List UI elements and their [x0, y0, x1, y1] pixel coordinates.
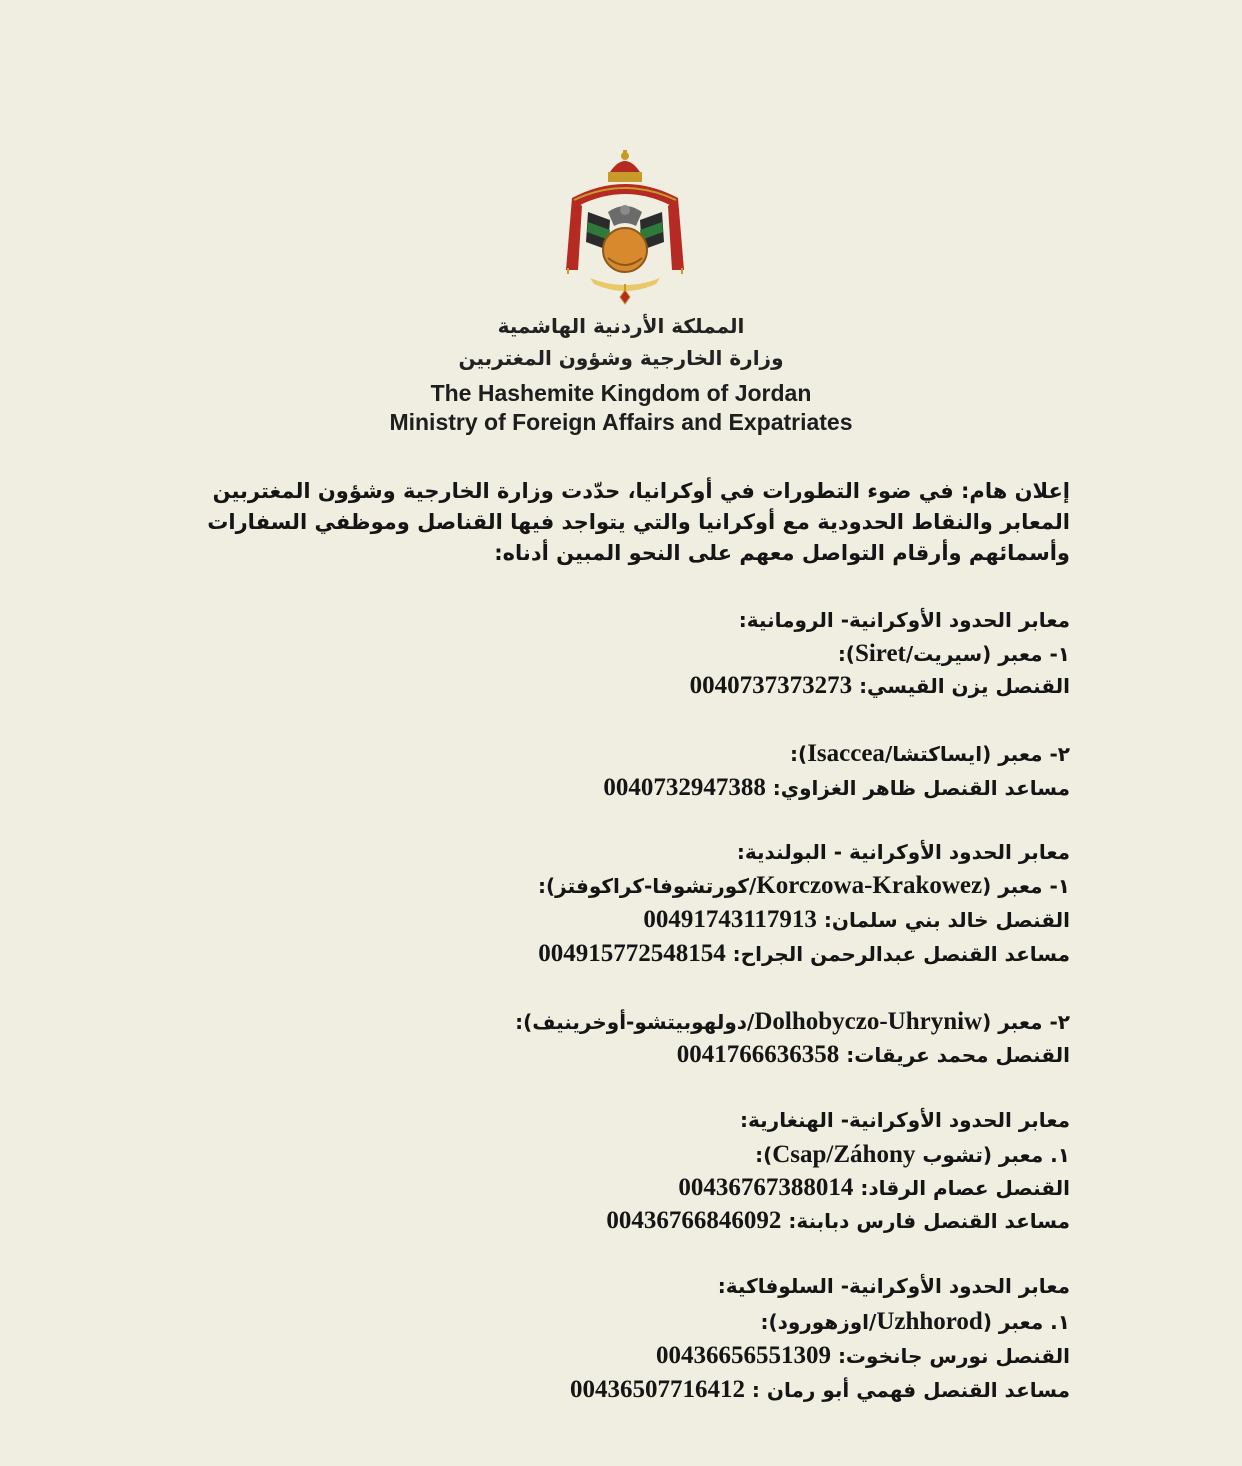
contact-label: القنصل نورس جانخوت: — [837, 1344, 1070, 1368]
crossing-prefix: ١. معبر ( — [982, 1310, 1070, 1334]
contact-phone: 00491743117913 — [643, 906, 817, 933]
contact-line — [656, 1342, 1070, 1370]
section-title-poland: معابر الحدود الأوكرانية - البولندية: — [736, 840, 1070, 864]
crossing-prefix: ١- معبر ( — [982, 874, 1070, 898]
contact-label: مساعد القنصل عبدالرحمن الجراح: — [732, 942, 1070, 966]
contact-line — [677, 1041, 1070, 1069]
contact-phone: 0041766636358 — [676, 1041, 840, 1068]
announcement-paragraph: إعلان هام: في ضوء التطورات في أوكرانيا، حدّدت وزارة الخارجية وشؤون المغتربين المعابر والنقاط الحدودية مع أوكرانيا والتي يتواجد فيها القناصل وموظفي السفارات وأسمائهم وأرقام التواصل معهم على النحو المبين أدناه: — [207, 479, 1070, 565]
crossing-suffix: /دولهوبيتشو-أوخرينيف): — [515, 1010, 755, 1034]
crossing-dolhobyczo — [515, 1008, 1070, 1036]
crossing-prefix: ٢- معبر (ايساكتشا/ — [884, 742, 1070, 766]
contact-line — [606, 1207, 1070, 1235]
contact-phone: 00436766846092 — [606, 1207, 782, 1234]
contact-line — [603, 774, 1070, 802]
contact-phone: 00436767388014 — [678, 1174, 854, 1201]
contact-phone: 0040737373273 — [689, 672, 853, 699]
crossing-latin-name: Siret — [854, 640, 906, 667]
contact-label: القنصل خالد بني سلمان: — [823, 908, 1070, 932]
contact-line — [643, 906, 1070, 934]
crossing-suffix: /كورتشوفا-كراكوفتز): — [538, 874, 757, 898]
crossing-latin-name: Isaccea — [807, 740, 885, 767]
contact-phone: 00436656551309 — [655, 1342, 831, 1369]
letterhead-arabic-ministry: وزارة الخارجية وشؤون المغتربين — [458, 346, 784, 370]
contact-label: القنصل عصام الرقاد: — [860, 1176, 1070, 1200]
contact-label: مساعد القنصل ظاهر الغزاوي: — [772, 776, 1070, 800]
letterhead-english-kingdom: The Hashemite Kingdom of Jordan — [430, 380, 812, 406]
crossing-prefix: ١- معبر (سيريت/ — [905, 642, 1070, 666]
contact-line — [690, 672, 1070, 700]
contact-label: مساعد القنصل فهمي أبو رمان : — [751, 1378, 1070, 1402]
contact-label: القنصل يزن القيسي: — [859, 674, 1070, 698]
crossing-isaccea — [790, 740, 1070, 768]
crossing-korczowa — [538, 872, 1070, 900]
contact-phone: 004915772548154 — [538, 940, 726, 967]
contact-label: مساعد القنصل فارس دبابنة: — [788, 1209, 1070, 1233]
contact-phone: 0040732947388 — [603, 774, 766, 801]
section-title-romania: معابر الحدود الأوكرانية- الرومانية: — [738, 608, 1070, 632]
jordan-coat-of-arms-icon — [560, 150, 690, 310]
contact-line — [570, 1376, 1070, 1404]
contact-label: القنصل محمد عريقات: — [846, 1043, 1070, 1067]
crossing-latin-name: Csap/Záhony — [772, 1141, 916, 1168]
crossing-suffix: ): — [790, 742, 808, 766]
crossing-suffix: ): — [755, 1143, 773, 1167]
crossing-prefix: ٢- معبر ( — [982, 1010, 1070, 1034]
crossing-siret — [838, 640, 1070, 668]
crossing-latin-name: Uzhhorod — [876, 1308, 983, 1335]
crossing-uzhhorod — [760, 1308, 1070, 1336]
crossing-suffix: /اوزهورود): — [760, 1310, 877, 1334]
section-title-slovakia: معابر الحدود الأوكرانية- السلوفاكية: — [717, 1274, 1070, 1298]
contact-phone: 00436507716412 — [569, 1376, 745, 1403]
letterhead-english-ministry: Ministry of Foreign Affairs and Expatriates — [389, 409, 853, 435]
contact-line — [678, 1174, 1070, 1202]
crossing-suffix: ): — [837, 642, 855, 666]
section-title-hungary: معابر الحدود الأوكرانية- الهنغارية: — [740, 1108, 1070, 1132]
crossing-latin-name: Dolhobyczo-Uhryniw — [754, 1008, 983, 1035]
letterhead-arabic-kingdom: المملكة الأردنية الهاشمية — [497, 314, 745, 338]
contact-line — [538, 940, 1070, 968]
crossing-csap — [755, 1141, 1070, 1169]
crossing-latin-name: Korczowa-Krakowez — [756, 872, 983, 899]
crossing-prefix: ١. معبر (تشوب — [922, 1143, 1070, 1167]
